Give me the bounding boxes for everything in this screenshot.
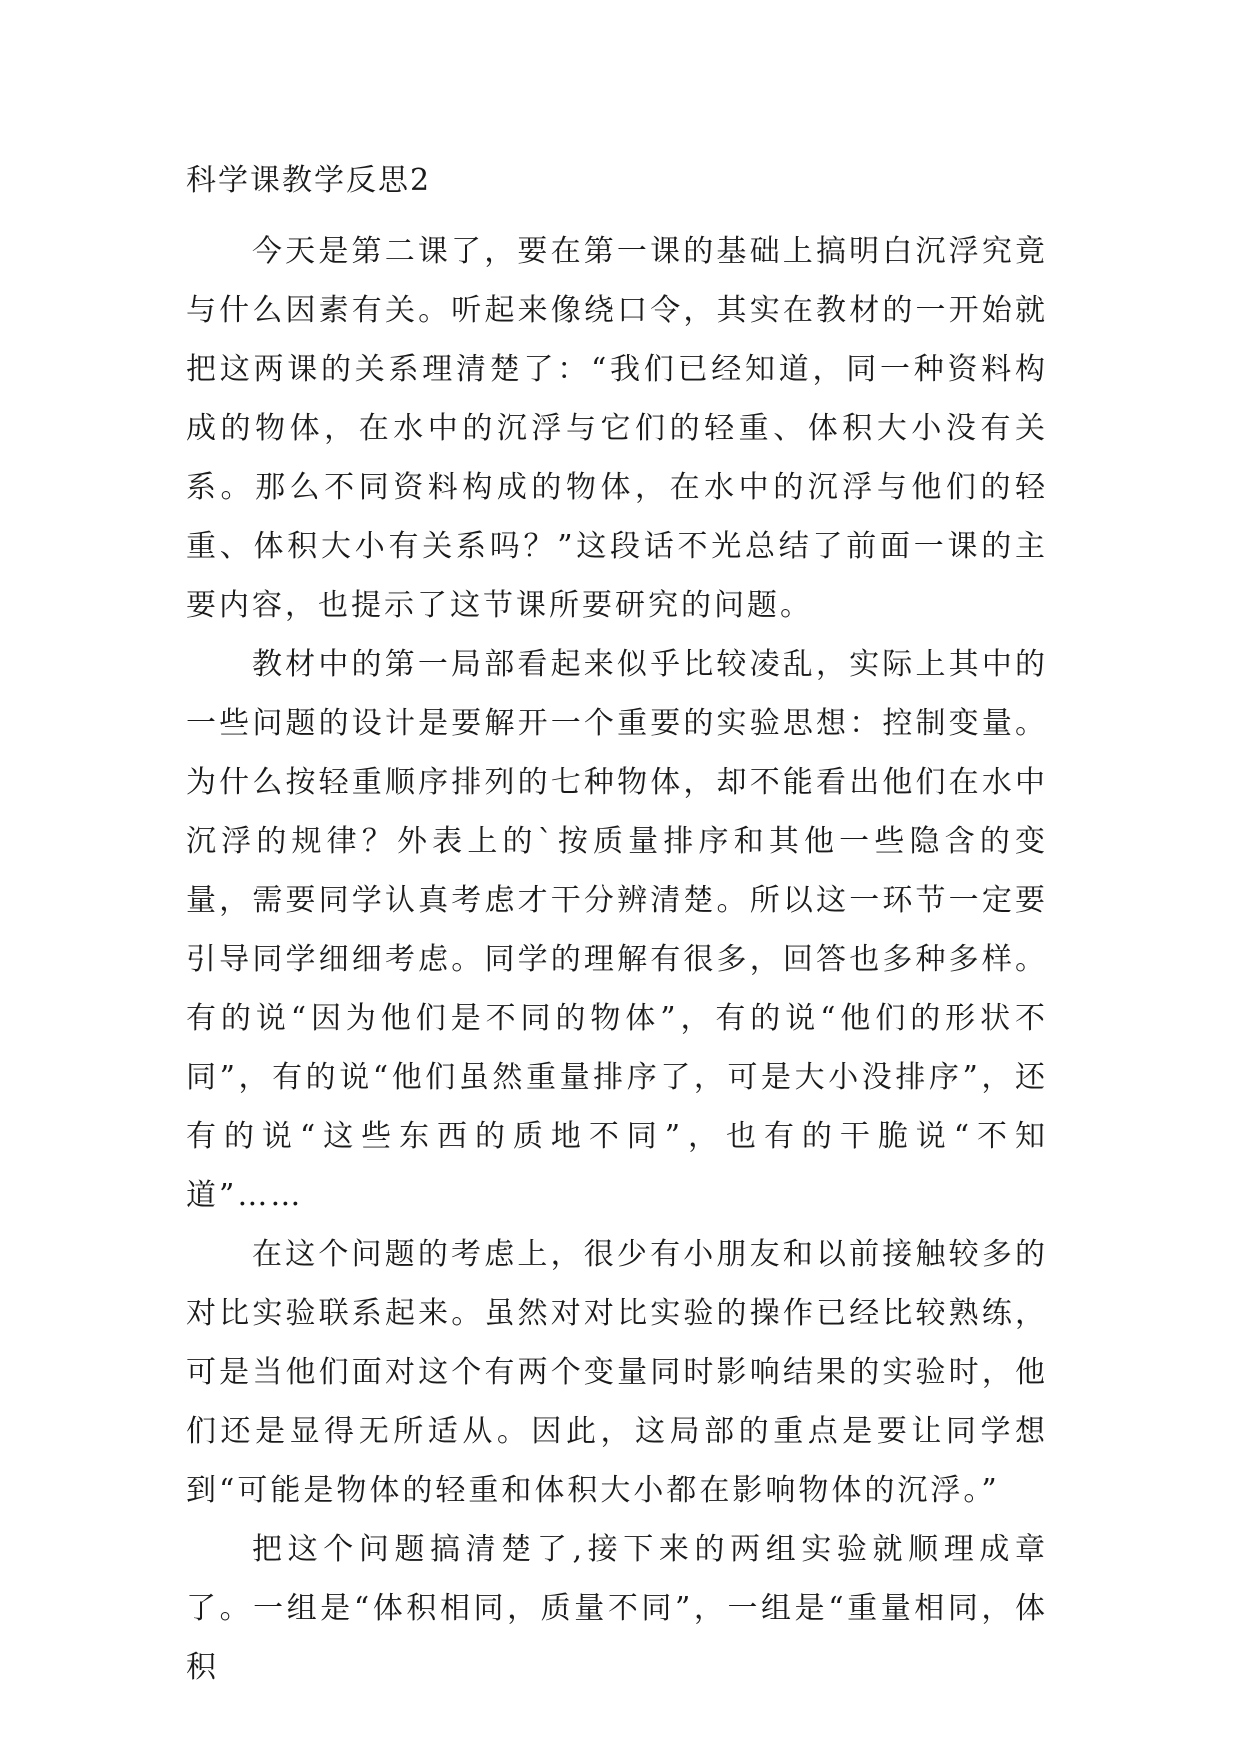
document-body [186,222,1048,1697]
paragraph-1: 今天是第二课了，要在第一课的基础上搞明白沉浮究竟与什么因素有关。听起来像绕口令，其实在教材的一开始就把这两课的关系理清楚了：“我们已经知道，同一种资料构成的物体，在水中的沉浮与它们的轻重、体积大小没有关系。那么不同资料构成的物体，在水中的沉浮与他们的轻重、体积大小有关系吗？”这段话不光总结了前面一课的主要内容，也提示了这节课所要研究的问题。 [186,234,1048,623]
document-title: 科学课教学反思2 [186,163,432,198]
paragraph-3: 在这个问题的考虑上，很少有小朋友和以前接触较多的对比实验联系起来。虽然对对比实验的操作已经比较熟练，可是当他们面对这个有两个变量同时影响结果的实验时，他们还是显得无所适从。因此，这局部的重点是要让同学想到“可能是物体的轻重和体积大小都在影响物体的沉浮。” [186,1237,1048,1508]
paragraph-2: 教材中的第一局部看起来似乎比较凌乱，实际上其中的一些问题的设计是要解开一个重要的实验思想：控制变量。为什么按轻重顺序排列的七种物体，却不能看出他们在水中沉浮的规律？外表上的`按质量排序和其他一些隐含的变量，需要同学认真考虑才干分辨清楚。所以这一环节一定要引导同学细细考虑。同学的理解有很多，回答也多种多样。有的说“因为他们是不同的物体”，有的说“他们的形状不同”，有的说“他们虽然重量排序了，可是大小没排序”，还有的说“这些东西的质地不同”，也有的干脆说“不知道”…… [186,647,1048,1213]
paragraph-4: 把这个问题搞清楚了,接下来的两组实验就顺理成章了。一组是“体积相同，质量不同”，一组是“重量相同，体积 [186,1532,1048,1685]
